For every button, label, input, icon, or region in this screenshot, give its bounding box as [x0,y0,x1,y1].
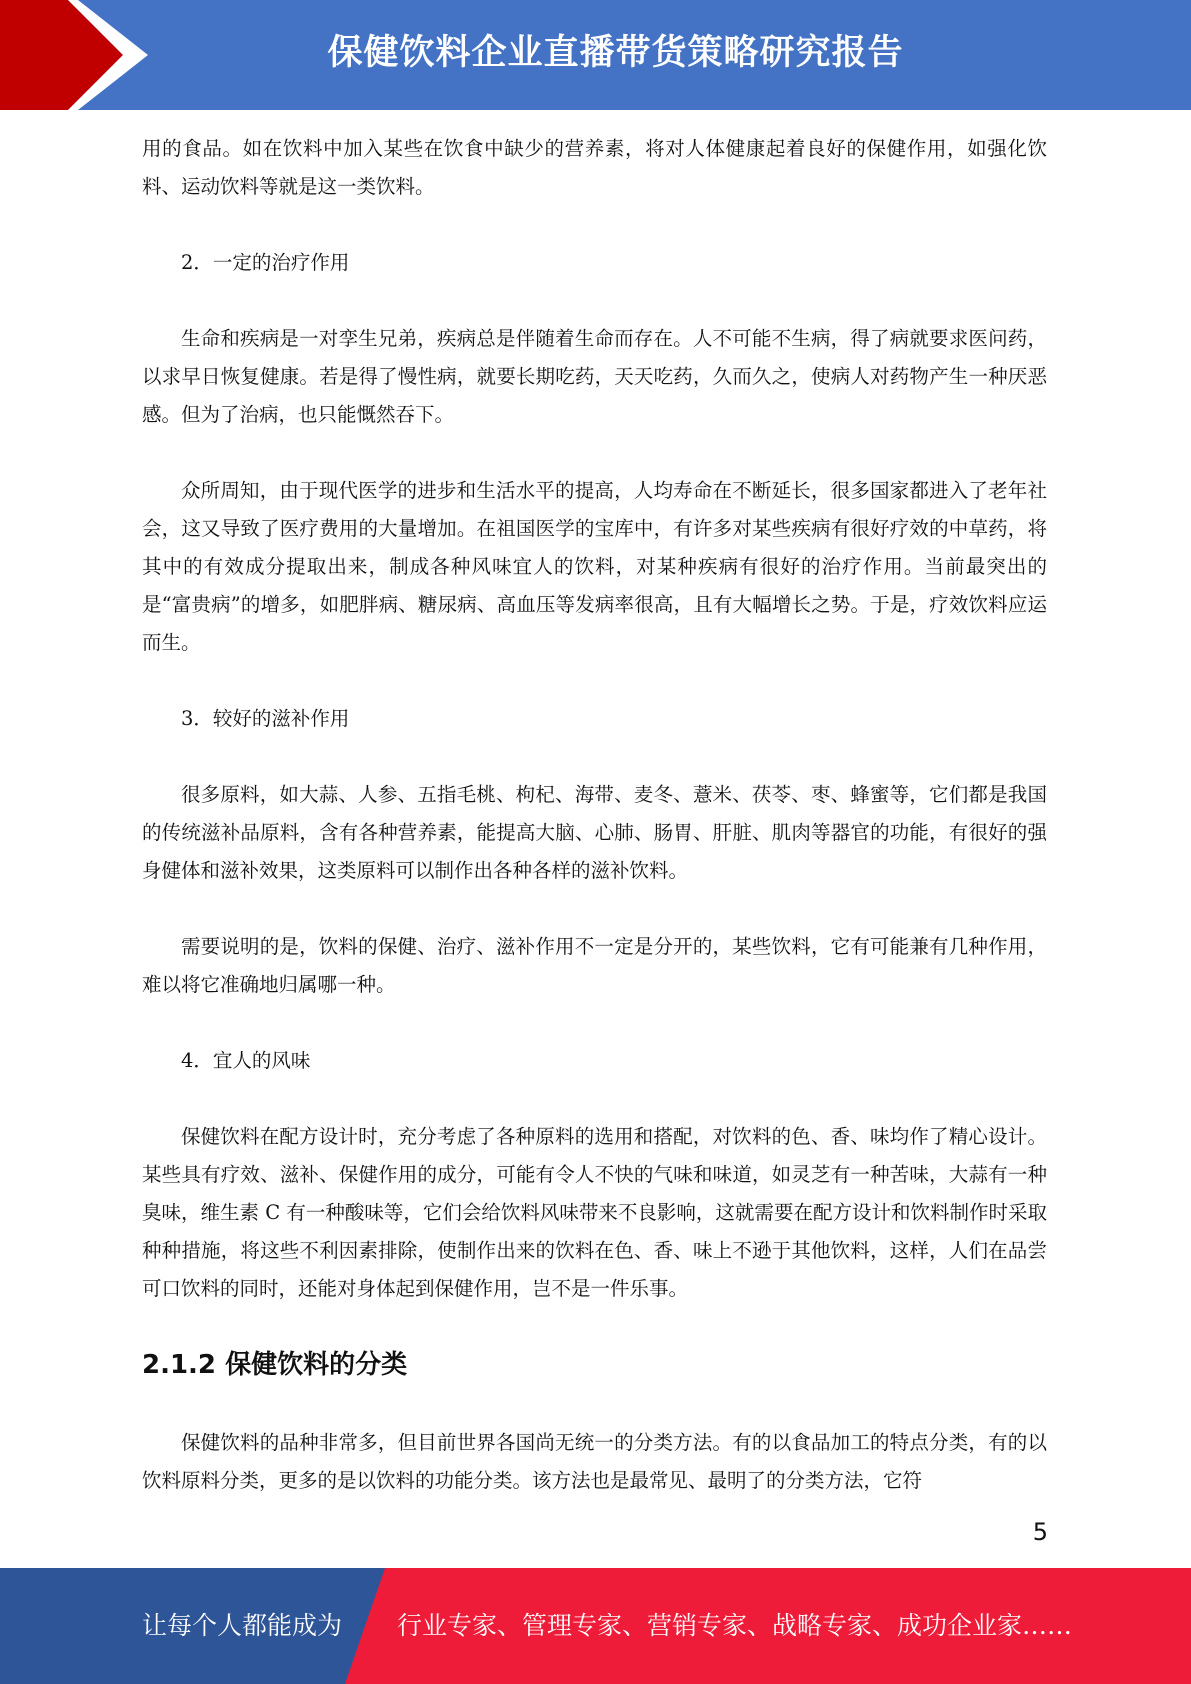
footer-slogan-right: 行业专家、管理专家、营销专家、战略专家、成功企业家…… [397,1611,1073,1640]
paragraph: 众所周知，由于现代医学的进步和生活水平的提高，人均寿命在不断延长，很多国家都进入了老年社会，这又导致了医疗费用的大量增加。在祖国医学的宝库中，有许多对某些疾病有很好疗效的中草药，将其中的有效成分提取出来，制成各种风味宜人的饮料，对某种疾病有很好的治疗作用。当前最突出的是“富贵病”的增多，如肥胖病、糖尿病、高血压等发病率很高，且有大幅增长之势。于是，疗效饮料应运而生。 [142,479,1047,654]
paragraph: 生命和疾病是一对孪生兄弟，疾病总是伴随着生命而存在。人不可能不生病，得了病就要求医问药，以求早日恢复健康。若是得了慢性病，就要长期吃药，天天吃药，久而久之，使病人对药物产生一种厌恶感。但为了治病，也只能慨然吞下。 [142,327,1047,426]
subheading-treatment: 2．一定的治疗作用 [181,251,350,274]
paragraph-continued: 用的食品。如在饮料中加入某些在饮食中缺少的营养素，将对人体健康起着良好的保健作用，如强化饮料、运动饮料等就是这一类饮料。 [142,137,1047,198]
page-number: 5 [1032,1518,1048,1546]
subheading-flavor: 4．宜人的风味 [181,1049,311,1072]
paragraph: 保健饮料的品种非常多，但目前世界各国尚无统一的分类方法。有的以食品加工的特点分类，有的以饮料原料分类，更多的是以饮料的功能分类。该方法也是最常见、最明了的分类方法，它符 [142,1431,1047,1492]
paragraph: 需要说明的是，饮料的保健、治疗、滋补作用不一定是分开的，某些饮料，它有可能兼有几种作用，难以将它准确地归属哪一种。 [142,935,1047,996]
section-heading: 2.1.2 保健饮料的分类 [142,1350,408,1380]
paragraph: 保健饮料在配方设计时，充分考虑了各种原料的选用和搭配，对饮料的色、香、味均作了精心设计。某些具有疗效、滋补、保健作用的成分，可能有令人不快的气味和味道，如灵芝有一种苦味，大蒜有一种臭味，维生素 C 有一种酸味等，它们会给饮料风味带来不良影响，这就需要在配方设计和饮料制作时采取种种措施，将这些不利因素排除，使制作出来的饮料在色、香、味上不逊于其他饮料，这样，人们在品尝可口饮料的同时，还能对身体起到保健作用，岂不是一件乐事。 [142,1125,1047,1300]
document-body [142,130,1047,1538]
footer-slogan-left: 让每个人都能成为 [142,1611,343,1640]
page-header [0,0,1191,110]
paragraph: 很多原料，如大蒜、人参、五指毛桃、枸杞、海带、麦冬、薏米、茯苓、枣、蜂蜜等，它们都是我国的传统滋补品原料，含有各种营养素，能提高大脑、心肺、肠胃、肝脏、肌肉等器官的功能，有很好的强身健体和滋补效果，这类原料可以制作出各种各样的滋补饮料。 [142,783,1047,882]
page-footer [0,1568,1191,1684]
document-title: 保健饮料企业直播带货策略研究报告 [327,33,904,73]
subheading-nourishing: 3．较好的滋补作用 [181,707,350,730]
